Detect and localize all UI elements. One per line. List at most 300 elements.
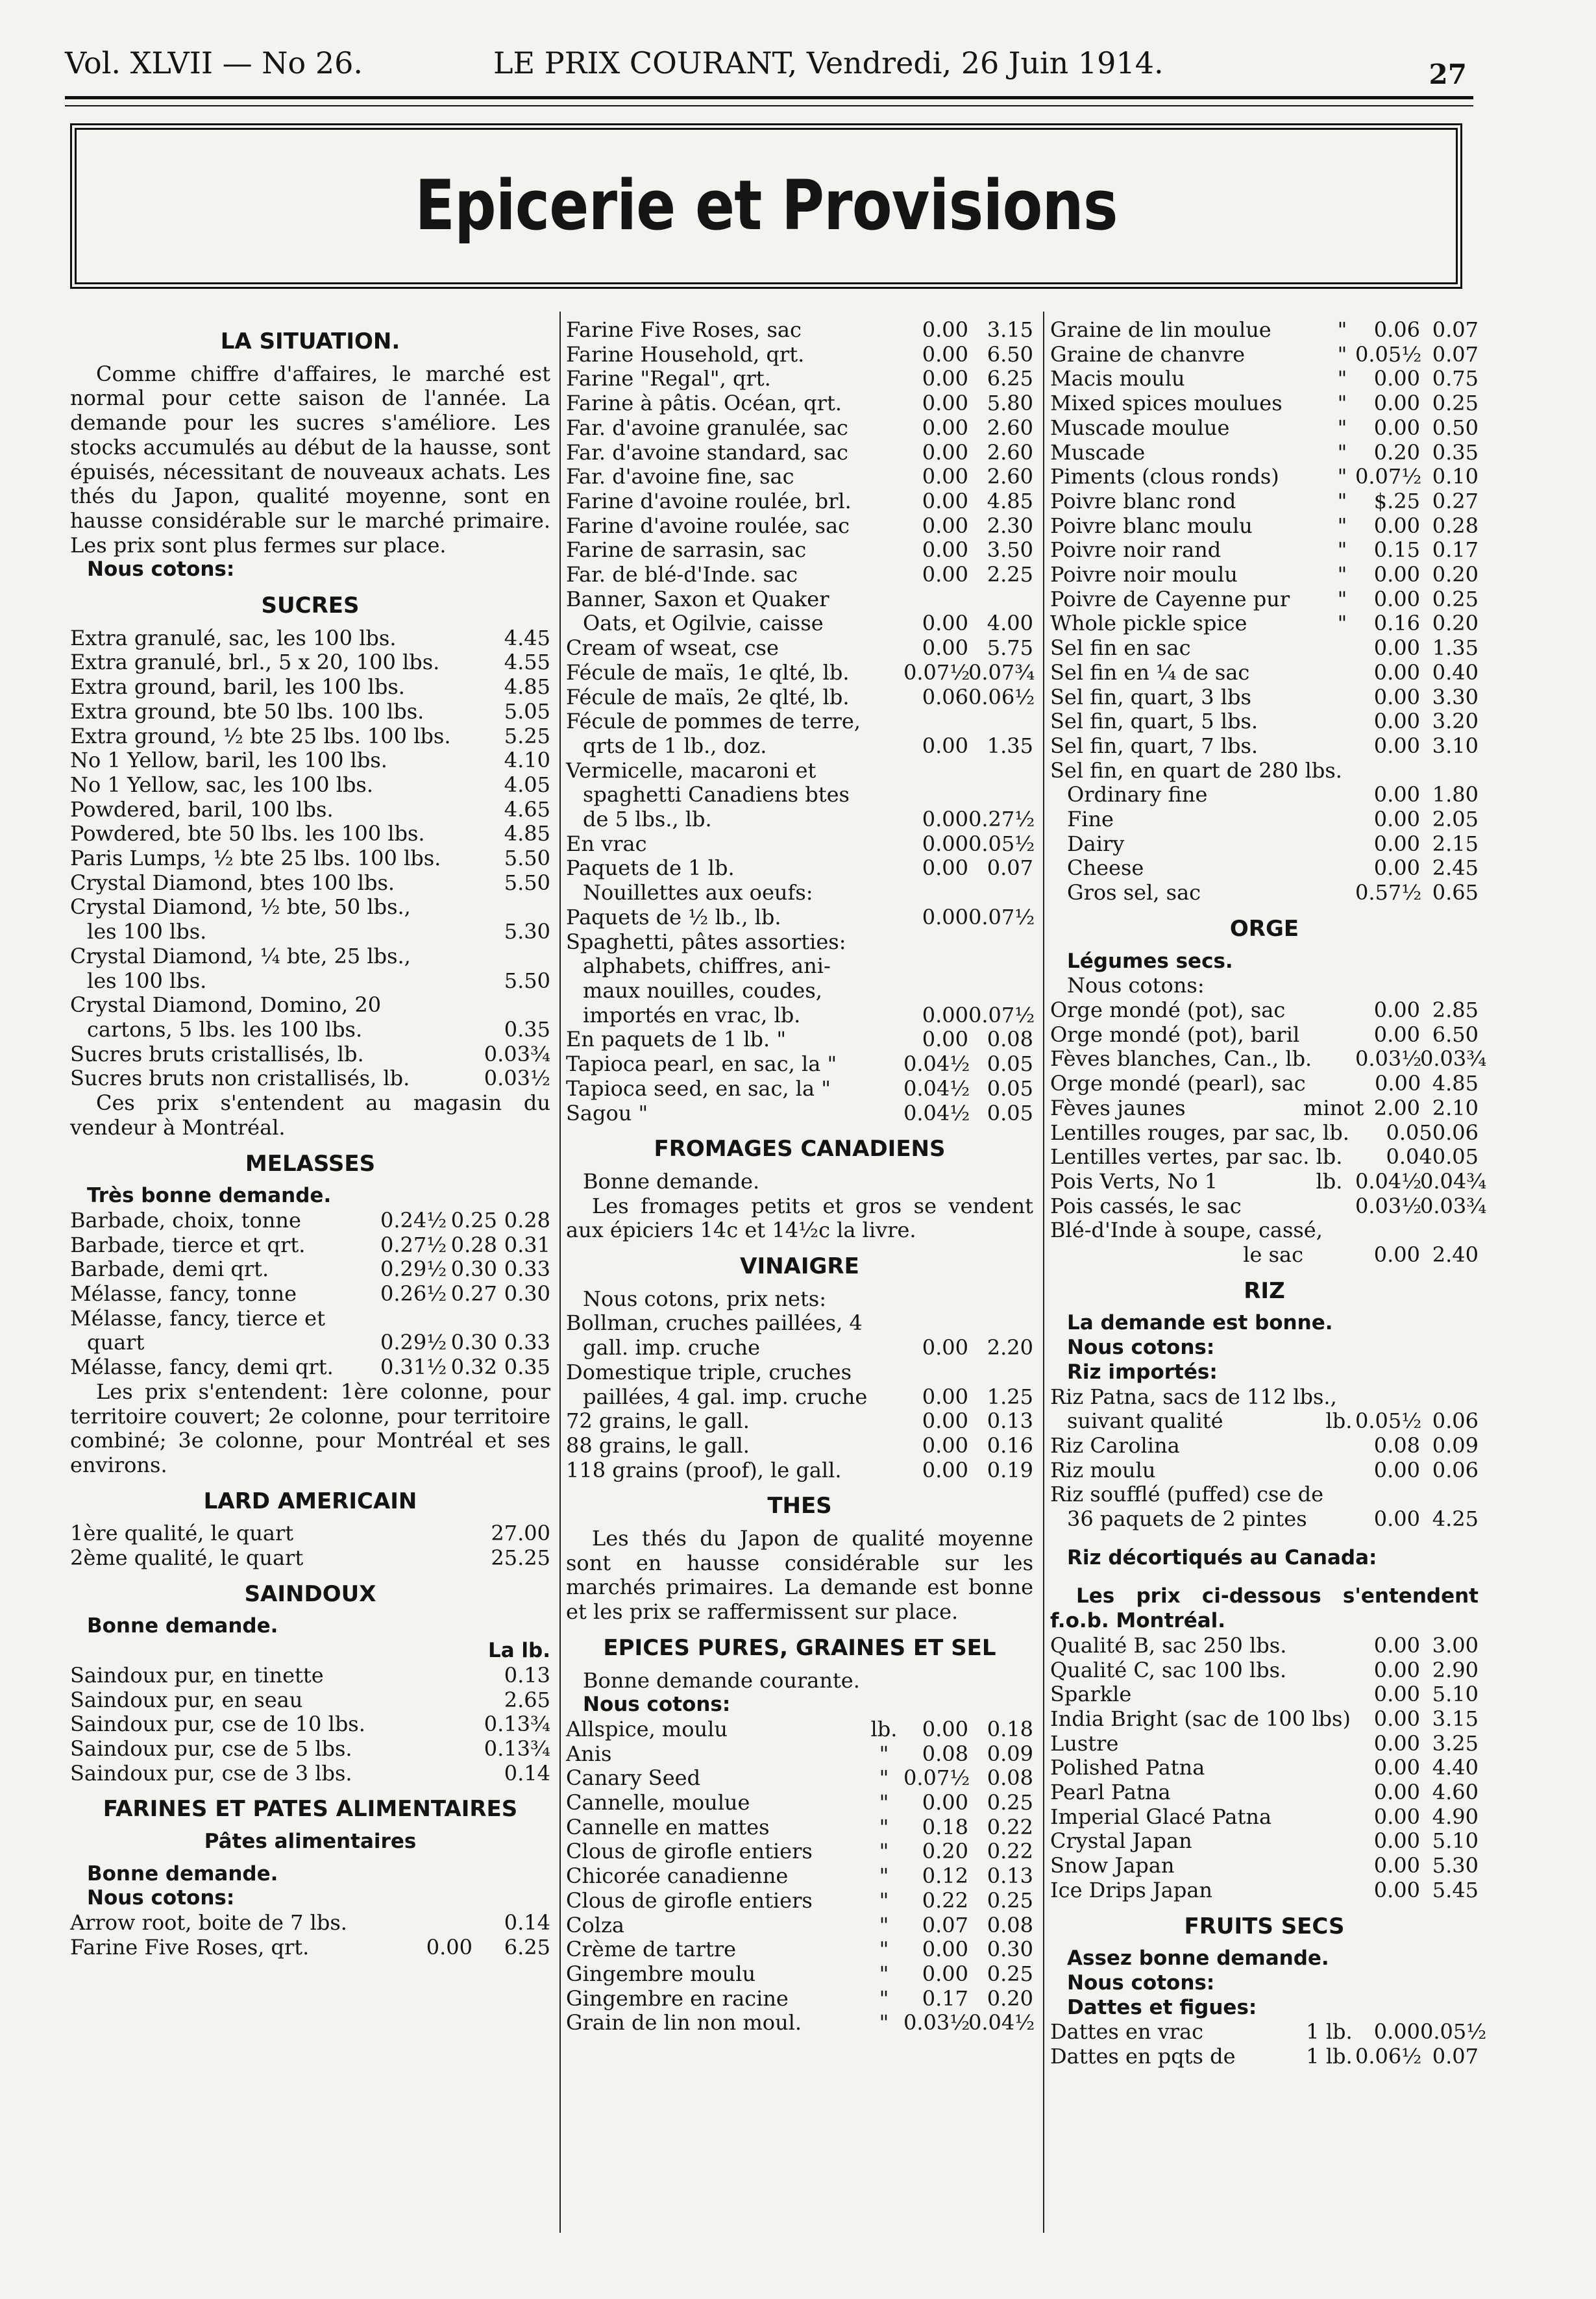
item-price: 0.18 <box>987 1716 1033 1741</box>
item-label: de 5 lbs., lb. <box>583 807 712 832</box>
price-row <box>70 895 550 920</box>
price-row <box>1050 709 1479 734</box>
item-price: 0.05½ <box>968 831 1035 856</box>
item-price: 0.00 <box>1373 733 1420 758</box>
price-row <box>566 318 1033 343</box>
item-price: 3.20 <box>1432 709 1479 734</box>
item-label: importés en vrac, lb. <box>583 1002 801 1027</box>
item-price: 4.90 <box>1432 1804 1479 1829</box>
price-row <box>1050 367 1479 391</box>
price-row <box>566 1360 1033 1385</box>
price-row <box>1050 1780 1479 1805</box>
header-rule-thick <box>65 96 1473 99</box>
item-price: 0.00 <box>922 1027 968 1052</box>
farines-list <box>566 318 1033 1125</box>
price-row <box>70 748 550 773</box>
item-label: Far. de blé-d'Inde. sac <box>566 562 798 587</box>
item-price: 0.16 <box>987 1432 1033 1458</box>
price-row <box>70 1209 550 1233</box>
price-row <box>1050 1243 1479 1268</box>
item-price: 0.28 <box>504 1207 550 1233</box>
item-price: 0.00 <box>1373 997 1420 1022</box>
price-row <box>566 1913 1033 1938</box>
price-row <box>566 489 1033 514</box>
item-price <box>903 979 968 1003</box>
item-price: 0.35 <box>504 1355 550 1380</box>
price-row <box>70 1282 550 1307</box>
page-header <box>65 45 1467 91</box>
item-price: 3.50 <box>987 537 1033 563</box>
riz-heading: RIZ <box>1244 1277 1285 1304</box>
price-row <box>566 1717 1033 1742</box>
nous-cotons-label: Nous cotons: <box>87 558 235 582</box>
item-label: Farine Five Roses, sac <box>566 317 802 342</box>
item-price: 2.25 <box>987 562 1033 587</box>
item-price: 0.22 <box>922 1887 968 1913</box>
item-unit: lb. <box>870 1716 898 1741</box>
saindoux-unit-row <box>70 1639 550 1664</box>
item-price: 0.04 <box>1386 1144 1432 1170</box>
item-price: 0.00 <box>922 1002 968 1027</box>
item-price <box>968 1360 1033 1385</box>
item-label: Orge mondé (pot), baril <box>1050 1022 1300 1047</box>
item-unit <box>1323 1507 1355 1532</box>
item-label: les 100 lbs. <box>87 968 207 993</box>
item-label: Sel fin, quart, 7 lbs. <box>1050 733 1258 758</box>
item-price: 0.00 <box>1373 1804 1420 1829</box>
item-price: 5.80 <box>987 391 1033 416</box>
item-unit: lb. <box>1325 1408 1353 1434</box>
item-price: 4.55 <box>504 650 550 675</box>
item-price: 5.30 <box>504 919 550 944</box>
item-price: 0.28 <box>1432 513 1479 538</box>
item-price: 0.20 <box>922 1839 968 1864</box>
price-row <box>1050 661 1479 685</box>
item-price: 0.13 <box>504 1662 550 1688</box>
price-row <box>566 416 1033 441</box>
item-label: Dattes en vrac <box>1050 2019 1204 2045</box>
header-rule-thin <box>65 105 1473 106</box>
item-label: Sel fin en ¼ de sac <box>1050 659 1250 685</box>
item-price: 0.07½ <box>903 659 970 685</box>
item-label: spaghetti Canadiens btes <box>583 782 850 807</box>
item-price: 1.35 <box>1432 635 1479 661</box>
item-price: 0.06 <box>1373 317 1420 342</box>
item-label: Lentilles rouges, par sac, lb. <box>1050 1120 1349 1145</box>
item-price: 0.00 <box>922 1716 968 1741</box>
price-row <box>566 709 1033 734</box>
item-price: 0.35 <box>1432 439 1479 465</box>
item-price: 0.04½ <box>903 1051 970 1077</box>
price-row <box>70 1911 550 1936</box>
item-price <box>903 759 968 783</box>
item-label: No 1 Yellow, sac, les 100 lbs. <box>70 772 374 797</box>
item-price <box>903 709 968 734</box>
item-price: 6.25 <box>987 366 1033 391</box>
pates-intro: Bonne demande. <box>87 1862 278 1886</box>
item-unit <box>1323 1434 1355 1458</box>
item-price: 0.00 <box>922 341 968 367</box>
item-label: 118 grains (proof), le gall. <box>566 1457 842 1482</box>
item-label: Qualité C, sac 100 lbs. <box>1050 1657 1287 1682</box>
item-price: 4.05 <box>504 772 550 797</box>
price-row <box>566 611 1033 636</box>
item-price: 0.00 <box>922 317 968 342</box>
fromages-text: Les fromages petits et gros se vendent aux épiciers 14c et 14½c la livre. <box>566 1193 1033 1243</box>
orge-heading: ORGE <box>1229 915 1299 942</box>
riz-cotons: Nous cotons: <box>1067 1336 1215 1360</box>
item-price: 0.27½ <box>968 807 1035 832</box>
item-label: Fécule de maïs, 2e qlté, lb. <box>566 684 850 709</box>
item-unit <box>1349 1121 1386 1146</box>
item-label: Whole pickle spice <box>1050 611 1247 636</box>
item-price: 4.60 <box>1432 1780 1479 1805</box>
item-price <box>1366 1385 1425 1410</box>
item-price: 0.00 <box>1373 1657 1420 1682</box>
item-label: 88 grains, le gall. <box>566 1432 750 1458</box>
item-price: 4.65 <box>504 796 550 822</box>
item-price: 0.20 <box>987 1985 1033 2011</box>
item-unit: " <box>1337 391 1347 416</box>
price-row <box>1050 1458 1479 1483</box>
price-row <box>566 759 1033 783</box>
item-price: 0.25 <box>987 1790 1033 1815</box>
item-label: Lentilles vertes, par sac. lb. <box>1050 1144 1343 1170</box>
item-price: 0.03½ <box>484 1066 550 1091</box>
price-row <box>1050 1507 1479 1532</box>
item-label: Tapioca seed, en sac, la " <box>566 1076 831 1101</box>
item-price <box>968 709 1033 734</box>
lard-list <box>70 1521 550 1570</box>
item-label: Fèves blanches, Can., lb. <box>1050 1046 1312 1072</box>
item-unit <box>1329 807 1355 832</box>
riz-importes: Riz importés: <box>1067 1360 1218 1384</box>
price-row <box>566 1434 1033 1458</box>
price-row <box>70 1307 550 1331</box>
item-price <box>1425 759 1479 783</box>
epices-sel-list <box>1050 318 1479 905</box>
item-price: 2.45 <box>1432 855 1479 881</box>
item-unit: " <box>1337 586 1347 611</box>
price-row <box>566 685 1033 710</box>
item-price: 2.05 <box>1432 807 1479 832</box>
item-price: 4.25 <box>1432 1506 1479 1532</box>
item-price: 0.04½ <box>1355 1168 1422 1194</box>
price-row <box>566 1027 1033 1052</box>
item-price: 0.05 <box>1386 1120 1432 1145</box>
price-row <box>1050 1854 1479 1878</box>
farines-heading: FARINES ET PATES ALIMENTAIRES <box>103 1796 518 1823</box>
item-label: Arrow root, boite de 7 lbs. <box>70 1910 347 1936</box>
item-label: Dairy <box>1067 831 1125 856</box>
item-label: Riz moulu <box>1050 1457 1156 1482</box>
item-price: 5.10 <box>1432 1682 1479 1707</box>
item-price: 0.27 <box>450 1281 497 1307</box>
item-price: 0.05 <box>987 1100 1033 1125</box>
item-price: 0.00 <box>1373 1632 1420 1658</box>
item-price: 5.50 <box>504 870 550 895</box>
price-row <box>70 1762 550 1786</box>
column-1 <box>70 318 550 1960</box>
item-price: 0.04½ <box>968 2010 1035 2035</box>
column-3 <box>1050 317 1487 2069</box>
item-price: 3.00 <box>1432 1632 1479 1658</box>
item-price <box>1356 1482 1421 1507</box>
item-label: Macis moulu <box>1050 366 1185 391</box>
item-price <box>1425 1385 1479 1410</box>
price-row <box>1050 1168 1487 1194</box>
item-price: 0.15 <box>1373 537 1420 563</box>
item-price: 0.07½ <box>968 1002 1035 1027</box>
item-price: 0.03¾ <box>1420 1193 1487 1218</box>
item-price: 0.00 <box>922 611 968 636</box>
item-price: 0.27 <box>1432 488 1479 513</box>
item-price: 0.00 <box>1373 709 1420 734</box>
item-price <box>968 1311 1033 1336</box>
item-label: Cannelle en mattes <box>566 1814 770 1839</box>
column-divider-1 <box>559 312 561 2233</box>
item-label: Tapioca pearl, en sac, la " <box>566 1051 837 1077</box>
item-price: 0.00 <box>922 391 968 416</box>
item-price: 2.60 <box>987 464 1033 489</box>
item-unit: " <box>879 1765 889 1791</box>
item-price: 1.80 <box>1432 782 1479 807</box>
item-price <box>968 881 1033 905</box>
section-title: Epicerie et Provisions <box>415 166 1118 245</box>
item-label: Riz Carolina <box>1050 1432 1180 1458</box>
item-price: 5.75 <box>987 635 1033 661</box>
item-price: 0.25 <box>987 1887 1033 1913</box>
item-label: No 1 Yellow, baril, les 100 lbs. <box>70 748 387 773</box>
item-price: 0.05½ <box>1420 2019 1487 2045</box>
price-row <box>1050 1023 1479 1048</box>
epices-intro: Bonne demande courante. <box>583 1667 860 1693</box>
price-row <box>566 1003 1033 1028</box>
price-row <box>1050 1409 1479 1434</box>
item-label: Pearl Patna <box>1050 1780 1171 1805</box>
item-label: Ice Drips Japan <box>1050 1877 1213 1902</box>
item-price: $.25 <box>1373 488 1420 513</box>
item-price: 3.25 <box>1432 1730 1479 1756</box>
item-unit <box>1329 709 1355 734</box>
item-unit: " <box>1337 415 1347 440</box>
item-price: 0.30 <box>450 1330 497 1355</box>
item-price: 0.06 <box>1432 1120 1479 1145</box>
item-unit: " <box>1337 537 1347 563</box>
price-row <box>566 1385 1033 1410</box>
price-row <box>1050 759 1479 783</box>
item-price: 0.33 <box>504 1257 550 1282</box>
pates-list <box>70 1911 550 1960</box>
item-price <box>479 895 550 920</box>
price-row <box>70 993 550 1018</box>
saindoux-heading: SAINDOUX <box>244 1580 376 1607</box>
item-price: 0.03¾ <box>484 1041 550 1066</box>
item-price: 0.00 <box>922 1432 968 1458</box>
item-price: 0.00 <box>1373 1853 1420 1878</box>
item-label: Muscade <box>1050 439 1146 465</box>
item-label: Blé-d'Inde à soupe, cassé, <box>1050 1218 1323 1243</box>
item-unit: " <box>879 1863 889 1889</box>
riz-canada-heading: Riz décortiqués au Canada: <box>1067 1545 1377 1569</box>
item-unit: " <box>1337 366 1347 391</box>
price-row <box>566 734 1033 759</box>
price-row <box>1050 489 1479 514</box>
item-price: 2.60 <box>987 415 1033 440</box>
item-price: 0.00 <box>1373 513 1420 538</box>
price-row <box>1050 1434 1479 1458</box>
item-price: 0.25 <box>450 1207 497 1233</box>
item-unit: " <box>879 1814 889 1839</box>
item-price: 0.08 <box>922 1741 968 1766</box>
price-row <box>1050 587 1479 612</box>
item-price: 1.35 <box>987 733 1033 758</box>
item-price <box>479 944 550 969</box>
item-label: Far. d'avoine granulée, sac <box>566 415 848 440</box>
item-label: Sagou " <box>566 1100 648 1125</box>
item-unit <box>1323 1458 1355 1483</box>
item-unit: " <box>1337 317 1347 342</box>
item-price: 0.00 <box>1373 855 1420 881</box>
item-price: 0.17 <box>922 1985 968 2011</box>
item-price: 0.00 <box>922 537 968 563</box>
item-price: 6.50 <box>1432 1022 1479 1047</box>
item-label: Farine d'avoine roulée, sac <box>566 513 850 538</box>
melasses-intro: Très bonne demande. <box>87 1184 332 1208</box>
legumes-list <box>1050 997 1487 1268</box>
item-unit: " <box>1337 464 1347 489</box>
item-label: cartons, 5 lbs. les 100 lbs. <box>87 1016 363 1042</box>
item-unit: 1 lb. <box>1306 2044 1353 2069</box>
item-price: 0.06 <box>922 684 968 709</box>
item-price: 0.03½ <box>1355 1046 1422 1072</box>
sucres-list <box>70 626 550 1091</box>
price-row <box>1050 1121 1479 1146</box>
item-price: 0.00 <box>1373 635 1420 661</box>
item-label: Canary Seed <box>566 1765 701 1791</box>
item-unit <box>1329 636 1355 661</box>
item-price: 6.50 <box>987 341 1033 367</box>
item-price: 0.00 <box>1373 684 1420 709</box>
item-price: 5.50 <box>504 968 550 993</box>
price-row <box>1050 416 1479 441</box>
situation-text: Comme chiffre d'affaires, le marché est normal pour cette saison de l'année. La demande pour les sucres s'améliore. Les stocks accumulés au début de la hausse, sont épuisés, nécessitant de nouveaux achats. Les thés du Japon, qualité moyenne, sont en hausse considérable sur le marché primaire. Les prix sont plus fermes sur place. <box>70 361 550 558</box>
item-price: 0.20 <box>1432 562 1479 587</box>
item-price: 0.28 <box>450 1232 497 1257</box>
item-unit <box>1303 998 1355 1023</box>
item-price: 0.08 <box>987 1027 1033 1052</box>
price-row <box>70 1257 550 1282</box>
item-unit: " <box>1337 439 1347 465</box>
item-price: 0.00 <box>1373 415 1420 440</box>
price-row <box>70 626 550 651</box>
item-price: 0.14 <box>504 1910 550 1936</box>
price-row <box>1050 783 1479 807</box>
price-row <box>566 1987 1033 2011</box>
item-price: 0.26½ <box>380 1281 447 1307</box>
item-label: Spaghetti, pâtes assorties: <box>566 929 846 954</box>
item-price: 0.31½ <box>380 1355 447 1380</box>
item-label: gall. imp. cruche <box>583 1335 761 1360</box>
item-price: 2.40 <box>1432 1242 1479 1268</box>
price-row <box>1050 807 1479 832</box>
item-label: India Bright (sac de 100 lbs) <box>1050 1706 1351 1731</box>
item-label: Clous de girofle entiers <box>566 1839 813 1864</box>
fruits-heading: FRUITS SECS <box>1184 1913 1345 1939</box>
sucres-heading: SUCRES <box>261 593 360 619</box>
page-number: 27 <box>1429 58 1467 90</box>
item-price: 4.45 <box>504 625 550 650</box>
price-row <box>1050 1756 1479 1780</box>
price-row <box>1050 611 1479 636</box>
item-label: Fécule de maïs, 1e qlté, lb. <box>566 659 850 685</box>
item-label: Sparkle <box>1050 1682 1132 1707</box>
item-label: Saindoux pur, cse de 10 lbs. <box>70 1712 365 1737</box>
item-price: 5.05 <box>504 698 550 724</box>
item-price: 0.00 <box>922 1335 968 1360</box>
thes-text: Les thés du Japon de qualité moyenne sont en hausse considérable sur les marchés primaires. La demande est bonne et les prix se raffermissent sur place. <box>566 1526 1033 1625</box>
item-price: 0.07 <box>1432 341 1479 367</box>
item-price: 0.00 <box>1373 1828 1420 1854</box>
item-price: 4.85 <box>1432 1071 1479 1096</box>
item-price: 0.00 <box>1373 831 1420 856</box>
item-price: 0.24½ <box>380 1207 447 1233</box>
price-row <box>566 661 1033 685</box>
price-row <box>1050 1634 1479 1658</box>
item-label: Crème de tartre <box>566 1937 737 1962</box>
price-row <box>566 1336 1033 1360</box>
column-divider-2 <box>1043 312 1044 2233</box>
item-label: Muscade moulue <box>1050 415 1230 440</box>
item-price: 6.25 <box>504 1934 550 1960</box>
item-label: 72 grains, le gall. <box>566 1408 750 1434</box>
item-label: Domestique triple, cruches <box>566 1359 852 1384</box>
price-row <box>1050 538 1479 563</box>
item-price: 0.16 <box>1373 611 1420 636</box>
price-row <box>70 700 550 724</box>
price-row <box>70 1066 550 1091</box>
price-row <box>70 822 550 846</box>
item-price <box>1420 1482 1479 1507</box>
item-price <box>968 759 1033 783</box>
price-row <box>1050 1046 1487 1072</box>
item-label: Extra granulé, sac, les 100 lbs. <box>70 625 397 650</box>
item-label: Sel fin, quart, 3 lbs <box>1050 684 1251 709</box>
price-row <box>1050 2019 1487 2045</box>
item-label: Paquets de 1 lb. <box>566 855 735 881</box>
price-row <box>1050 2045 1479 2069</box>
price-row <box>566 832 1033 857</box>
item-price: 4.85 <box>504 821 550 846</box>
item-label: Far. d'avoine fine, sac <box>566 464 794 489</box>
price-row <box>566 1052 1033 1077</box>
price-row <box>566 441 1033 465</box>
item-price: 0.00 <box>1374 1071 1421 1096</box>
item-label: Barbade, tierce et qrt. <box>70 1232 306 1257</box>
item-price: 0.00 <box>922 635 968 661</box>
price-row <box>1050 1145 1479 1170</box>
item-price: 0.00 <box>922 439 968 465</box>
item-unit <box>1306 1072 1357 1096</box>
price-row <box>70 1331 550 1355</box>
item-price: 2.90 <box>1432 1657 1479 1682</box>
item-label: Graine de chanvre <box>1050 341 1246 367</box>
melasses-list <box>70 1209 550 1380</box>
item-label: Poivre noir rand <box>1050 537 1222 563</box>
item-label: Lustre <box>1050 1730 1119 1756</box>
legumes-cotons: Nous cotons: <box>1067 973 1205 998</box>
item-label: Fine <box>1067 807 1114 832</box>
